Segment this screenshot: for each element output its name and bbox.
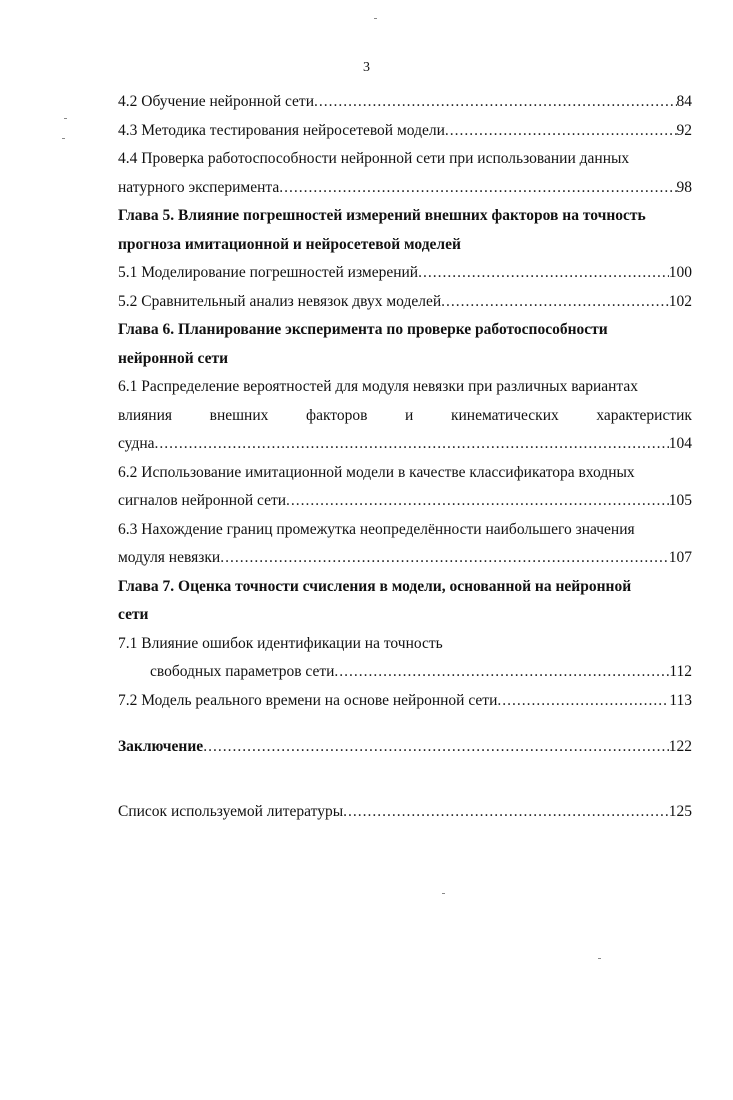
scan-speck bbox=[374, 18, 377, 19]
toc-entry-title-cont: натурного эксперимента bbox=[118, 178, 280, 196]
toc-entry-title: 5.1 Моделирование погрешностей измерений bbox=[118, 264, 419, 281]
toc-entry-page: 105 bbox=[668, 492, 692, 509]
toc-entry-title-justified bbox=[118, 402, 692, 431]
scan-speck bbox=[62, 138, 65, 139]
toc-entry-6-1[interactable] bbox=[118, 373, 692, 459]
toc-entry-references[interactable] bbox=[118, 798, 692, 827]
scan-speck bbox=[442, 893, 445, 894]
word: кинематических bbox=[450, 406, 559, 424]
toc-entry-title: 4.3 Методика тестирования нейросетевой модели bbox=[118, 121, 445, 139]
dot-leader bbox=[497, 687, 669, 716]
toc-entry-title: 4.2 Обучение нейронной сети bbox=[118, 93, 315, 110]
chapter-title-cont: нейронной сети bbox=[118, 349, 229, 367]
dot-leader bbox=[220, 544, 669, 573]
toc-entry-page: 92 bbox=[676, 121, 692, 139]
toc-entry-page: 125 bbox=[668, 802, 692, 820]
dot-leader bbox=[441, 288, 669, 317]
toc-entry-7-2[interactable] bbox=[118, 687, 692, 716]
toc-entry-7-1[interactable] bbox=[118, 630, 692, 687]
word: и bbox=[405, 406, 414, 424]
toc-entry-page: 113 bbox=[669, 691, 692, 709]
page-number: 3 bbox=[363, 60, 370, 75]
toc-entry-conclusion[interactable] bbox=[118, 733, 692, 762]
chapter-6-heading[interactable] bbox=[118, 316, 692, 373]
toc-entry-title: Заключение bbox=[118, 738, 204, 755]
toc-entry-title: 6.1 Распределение вероятностей для модуля невязки при различных вариантах bbox=[118, 378, 639, 395]
toc-entry-4-4[interactable] bbox=[118, 145, 692, 202]
chapter-5-heading[interactable] bbox=[118, 202, 692, 259]
dot-leader bbox=[418, 259, 669, 288]
toc-entry-page: 100 bbox=[668, 264, 692, 281]
chapter-7-heading[interactable] bbox=[118, 573, 692, 630]
toc-entry-title: 5.2 Сравнительный анализ невязок двух моделей bbox=[118, 292, 442, 310]
dot-leader bbox=[155, 430, 669, 459]
toc-entry-page: 107 bbox=[668, 549, 692, 566]
chapter-title-cont: прогноза имитационной и нейросетевой моделей bbox=[118, 235, 461, 253]
toc-entry-page: 98 bbox=[676, 178, 692, 196]
word: влияния bbox=[118, 406, 172, 424]
word: факторов bbox=[306, 406, 368, 424]
chapter-title: Глава 5. Влияние погрешностей измерений внешних факторов на точность bbox=[118, 207, 646, 224]
scan-speck bbox=[64, 118, 67, 119]
toc-entry-title-cont: сигналов нейронной сети bbox=[118, 492, 287, 509]
toc-entry-5-1[interactable] bbox=[118, 259, 692, 288]
chapter-title-cont: сети bbox=[118, 606, 149, 623]
toc-entry-6-3[interactable] bbox=[118, 516, 692, 573]
dot-leader bbox=[279, 174, 676, 203]
toc-entry-page: 112 bbox=[669, 663, 692, 680]
toc-entry-4-2[interactable] bbox=[118, 88, 692, 117]
table-of-contents bbox=[118, 88, 692, 826]
word: внешних bbox=[209, 406, 269, 424]
toc-entry-title-cont: модуля невязки bbox=[118, 549, 221, 566]
toc-entry-title: 7.2 Модель реального времени на основе нейронной сети bbox=[118, 691, 498, 709]
toc-entry-title: 6.3 Нахождение границ промежутка неопределённости наибольшего значения bbox=[118, 520, 635, 538]
scan-speck bbox=[598, 958, 601, 959]
toc-entry-5-2[interactable] bbox=[118, 288, 692, 317]
toc-entry-title: 7.1 Влияние ошибок идентификации на точность bbox=[118, 634, 443, 652]
toc-entry-page: 102 bbox=[668, 292, 692, 310]
toc-entry-title: 4.4 Проверка работоспособности нейронной сети при использовании данных bbox=[118, 150, 630, 167]
chapter-title: Глава 6. Планирование эксперимента по проверке работоспособности bbox=[118, 321, 608, 338]
toc-entry-title: 6.2 Использование имитационной модели в качестве классификатора входных bbox=[118, 463, 635, 481]
toc-entry-page: 122 bbox=[668, 738, 692, 755]
dot-leader bbox=[334, 658, 669, 687]
toc-entry-title: Список используемой литературы bbox=[118, 802, 344, 820]
word: характеристик bbox=[596, 406, 692, 424]
dot-leader bbox=[445, 117, 677, 146]
toc-entry-title-cont: свободных параметров сети bbox=[150, 663, 335, 680]
toc-entry-page: 104 bbox=[668, 435, 692, 452]
dot-leader bbox=[286, 487, 669, 516]
toc-entry-page: 84 bbox=[676, 93, 692, 110]
toc-entry-6-2[interactable] bbox=[118, 459, 692, 516]
chapter-title: Глава 7. Оценка точности счисления в модели, основанной на нейронной bbox=[118, 577, 632, 595]
toc-entry-title-cont: судна bbox=[118, 435, 155, 452]
dot-leader bbox=[343, 798, 669, 827]
dot-leader bbox=[203, 733, 669, 762]
dot-leader bbox=[314, 88, 676, 117]
toc-entry-4-3[interactable] bbox=[118, 117, 692, 146]
